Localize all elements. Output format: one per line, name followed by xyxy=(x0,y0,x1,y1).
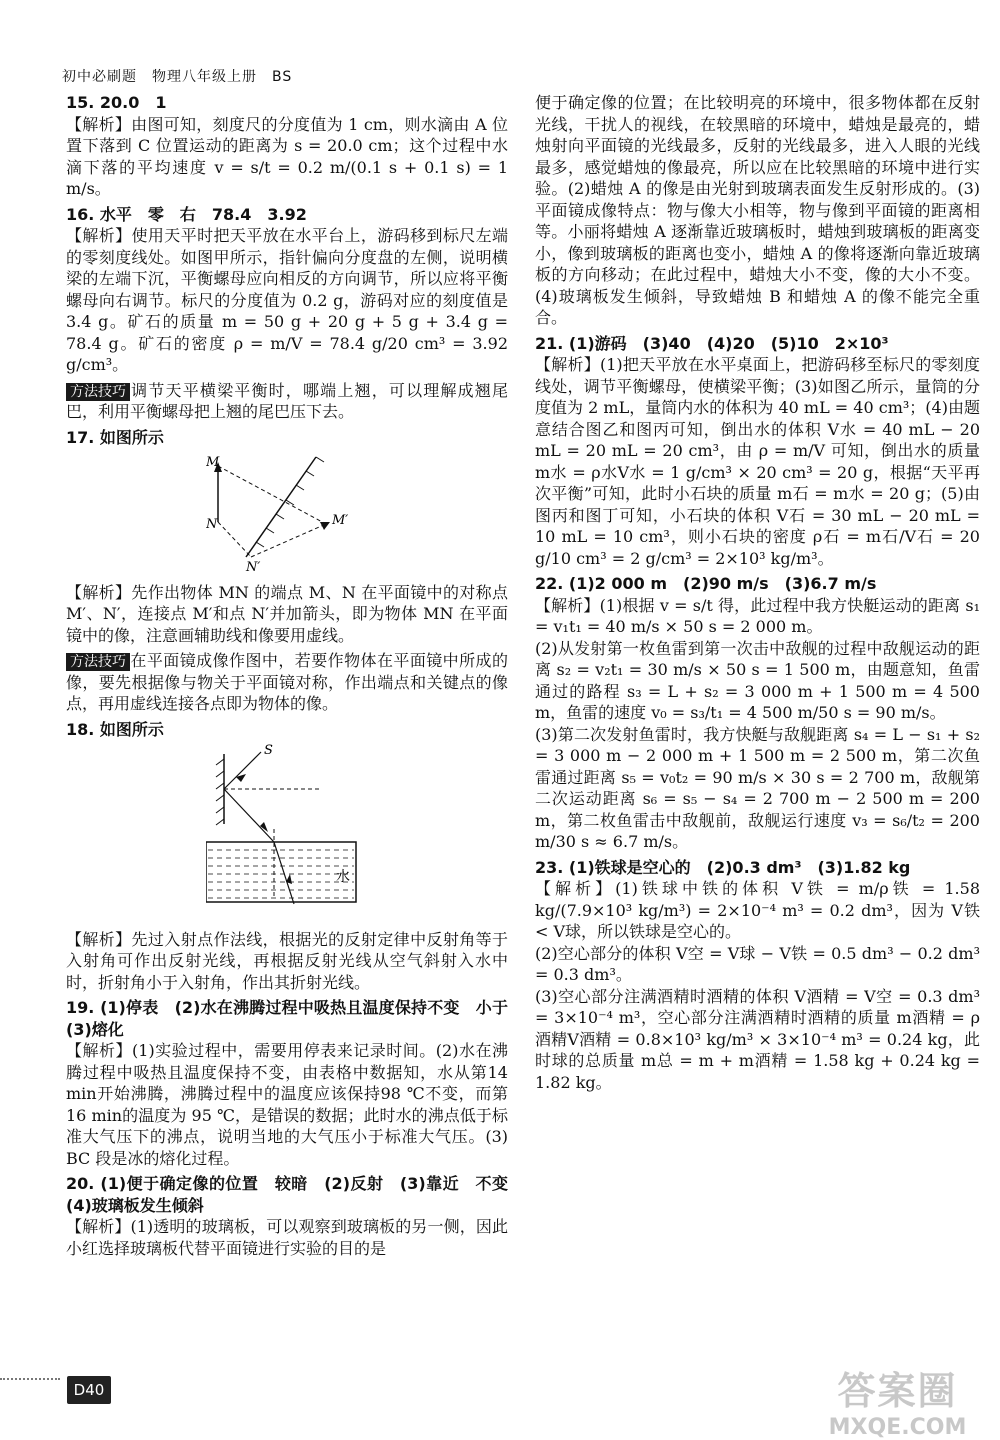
q16-explanation: 【解析】使用天平时把天平放在水平台上，游码移到标尺左端的零刻度线处。如图甲所示，指针偏向分度盘的左侧，说明横梁的左端下沉，平衡螺母应向相反的方向调节，所以应将平衡螺母向右调节。标尺的分度值为 0.2 g，游码对应的刻度值是3.4 g。矿石的质量 m = 50 g + 20 g + 5 g + 3.4 g = 78.4 g。矿石的密度 ρ = m/V = 78.4 g/20 cm³ = 3.92 g/cm³。 xyxy=(66,226,508,374)
watermark-title: 答案圈 xyxy=(837,1369,958,1413)
label-m: M xyxy=(206,455,220,470)
q15-answer: 15. 20.0 1 xyxy=(66,93,167,112)
label-water: 水 xyxy=(336,869,350,885)
q21-answer: 21. (1)游码 (3)40 (4)20 (5)10 2×10³ xyxy=(535,333,889,353)
q16-answer: 16. 水平 零 右 78.4 3.92 xyxy=(66,204,307,224)
method-tip-label: 方法技巧 xyxy=(66,653,130,671)
q17-explanation: 【解析】先作出物体 MN 的端点 M、N 在平面镜中的对称点 M′、N′，连接点 M′和点 N′并加箭头，即为物体 MN 在平面镜中的像，注意画辅助线和像要用虚线。 xyxy=(66,582,508,645)
label-n-image: N′ xyxy=(246,560,261,572)
q22-explanation-2: (2)从发射第一枚鱼雷到第一次击中敌舰的过程中敌舰运动的距离 s₂ = v₂t₁ = 30 m/s × 50 s = 1 500 m，由题意知，鱼雷通过的路程 s₃ = L + s₂ = 3 000 m + 1 500 m = 4 500 m，鱼雷的速度 v₀ = s₃/t₁ = 4 500 m/50 s = 90 m/s。 xyxy=(535,638,980,722)
left-column xyxy=(66,92,525,1259)
q15-explanation: 【解析】由图可知，刻度尺的分度值为 1 cm，则水滴由 A 位置下落到 C 位置运动的距离为 s = 20.0 cm；这个过程中水滴下落的平均速度 v = s/t = 0.2 m/(0.1 s + 0.1 s) = 1 m/s。 xyxy=(66,114,508,198)
mirror-image-figure xyxy=(206,452,366,572)
q20-explanation: 【解析】(1)透明的玻璃板，可以观察到玻璃板的另一侧，因此小红选择玻璃板代替平面镜进行实验的目的是 xyxy=(66,1217,508,1258)
refraction-figure xyxy=(206,744,386,919)
method-tip-label: 方法技巧 xyxy=(66,383,130,401)
q19-answer: 19. (1)停表 (2)水在沸腾过程中吸热且温度保持不变 小于 (3)熔化 xyxy=(66,998,525,1039)
page-header: 初中必刷题 物理八年级上册 BS xyxy=(62,69,293,85)
q22-answer: 22. (1)2 000 m (2)90 m/s (3)6.7 m/s xyxy=(535,574,877,593)
q18-answer: 18. 如图所示 xyxy=(66,719,164,739)
label-s: S xyxy=(264,744,273,758)
q22-explanation-3: (3)第二次发射鱼雷时，我方快艇与敌舰距离 s₄ = L − s₁ + s₂ = 3 000 m − 2 000 m + 1 500 m = 2 500 m，第二次鱼雷通过距离 s₅ = v₀t₂ = 90 m/s × 30 s = 2 700 m，敌舰第二次运动距离 s₆ = s₅ − s₄ = 2 700 m − 2 500 m = 200 m，第二枚鱼雷击中敌舰前，敌舰运行速度 v₃ = s₆/t₂ = 200 m/30 s ≈ 6.7 m/s。 xyxy=(535,724,980,851)
q19-explanation: 【解析】(1)实验过程中，需要用停表来记录时间。(2)水在沸腾过程中吸热且温度保持不变，由表格中数据知，水从第14 min开始沸腾，沸腾过程中的温度应该保持98 ℃不变，而第16 min的温度为 95 ℃，是错误的数据；此时水的沸点低于标准大气压下的沸点，说明当地的大气压小于标准大气压。(3) BC 段是冰的熔化过程。 xyxy=(66,1041,508,1168)
q21-explanation: 【解析】(1)把天平放在水平桌面上，把游码移至标尺的零刻度线处，调节平衡螺母，使横梁平衡；(3)如图乙所示，量筒的分度值为 2 mL，量筒内水的体积为 40 mL = 40 cm³；(4)由题意结合图乙和图丙可知，倒出水的体积 V水 = 40 mL − 20 mL = 20 mL = 20 cm³，由 ρ = m/V 可知，倒出水的质量 m水 = ρ水V水 = 1 g/cm³ × 20 cm³ = 20 g，根据“天平再次平衡”可知，此时小石块的质量 m石 = m水 = 20 g；(5)由图丙和图丁可知，小石块的体积 V石 = 30 mL − 20 mL = 10 mL = 10 cm³，则小石块的密度 ρ石 = m石/V石 = 20 g/10 cm³ = 2 g/cm³ = 2×10³ kg/m³。 xyxy=(535,355,980,568)
q17-answer: 17. 如图所示 xyxy=(66,427,164,447)
label-m-image: M′ xyxy=(332,513,349,528)
right-column xyxy=(535,92,980,1093)
label-n: N xyxy=(206,517,218,532)
q18-explanation: 【解析】先过入射点作法线，根据光的反射定律中反射角等于入射角可作出反射光线，再根据反射光线从空气斜射入水中时，折射角小于入射角，作出其折射光线。 xyxy=(66,929,508,992)
page-number: D40 xyxy=(67,1376,111,1404)
q20-answer: 20. (1)便于确定像的位置 较暗 (2)反射 (3)靠近 不变 (4)玻璃板发生倾斜 xyxy=(66,1174,525,1215)
q23-explanation-1: 【解析】(1)铁球中铁的体积 V铁 = m/ρ铁 = 1.58 kg/(7.9×10³ kg/m³) = 2×10⁻⁴ m³ = 0.2 dm³，因为 V铁 < V球，所以铁球是空心的。 xyxy=(535,879,980,941)
image-mn-arrow xyxy=(251,524,326,557)
watermark xyxy=(810,1360,985,1440)
q22-explanation-1: 【解析】(1)根据 v = s/t 得，此过程中我方快艇运动的距离 s₁ = v₁t₁ = 40 m/s × 50 s = 2 000 m。 xyxy=(535,595,980,636)
footer-dotted-line xyxy=(0,1378,60,1380)
watermark-url: MXQE.COM xyxy=(828,1415,967,1440)
q16-tip: 调节天平横梁平衡时，哪端上翘，可以理解成翘尾巴，利用平衡螺母把上翘的尾巴压下去。 xyxy=(66,380,508,421)
q20-explanation-continued: 便于确定像的位置；在比较明亮的环境中，很多物体都在反射光线，干扰人的视线，在较黑暗的环境中，蜡烛是最亮的，蜡烛射向平面镜的光线最多，反射的光线最多，进入人眼的光线最多，感觉蜡烛的像最亮，所以应在比较黑暗的环境中进行实验。(2)蜡烛 A 的像是由光射到玻璃表面发生反射形成的。(3)平面镜成像特点：物与像大小相等，物与像到平面镜的距离相等。小丽将蜡烛 A 逐渐靠近玻璃板时，蜡烛到玻璃板的距离变小，像到玻璃板的距离也变小，蜡烛 A 的像将逐渐向靠近玻璃板的方向移动；在此过程中，蜡烛大小不变，像的大小不变。(4)玻璃板发生倾斜，导致蜡烛 B 和蜡烛 A 的像不能完全重合。 xyxy=(535,93,980,327)
q17-tip: 在平面镜成像作图中，若要作物体在平面镜中所成的像，要先根据像与物关于平面镜对称，作出端点和关键点的像点，再用虚线连接各点即为物体的像。 xyxy=(66,651,508,713)
q23-explanation-2: (2)空心部分的体积 V空 = V球 − V铁 = 0.5 dm³ − 0.2 dm³ = 0.3 dm³。 xyxy=(535,943,980,984)
q23-explanation-3: (3)空心部分注满酒精时酒精的体积 V酒精 = V空 = 0.3 dm³ = 3×10⁻⁴ m³，空心部分注满酒精时酒精的质量 m酒精 = ρ酒精V酒精 = 0.8×10³ kg/m³ × 3×10⁻⁴ m³ = 0.24 kg，此时球的总质量 m总 = m + m酒精 = 1.58 kg + 0.24 kg = 1.82 kg。 xyxy=(535,986,980,1092)
q23-answer: 23. (1)铁球是空心的 (2)0.3 dm³ (3)1.82 kg xyxy=(535,857,911,877)
